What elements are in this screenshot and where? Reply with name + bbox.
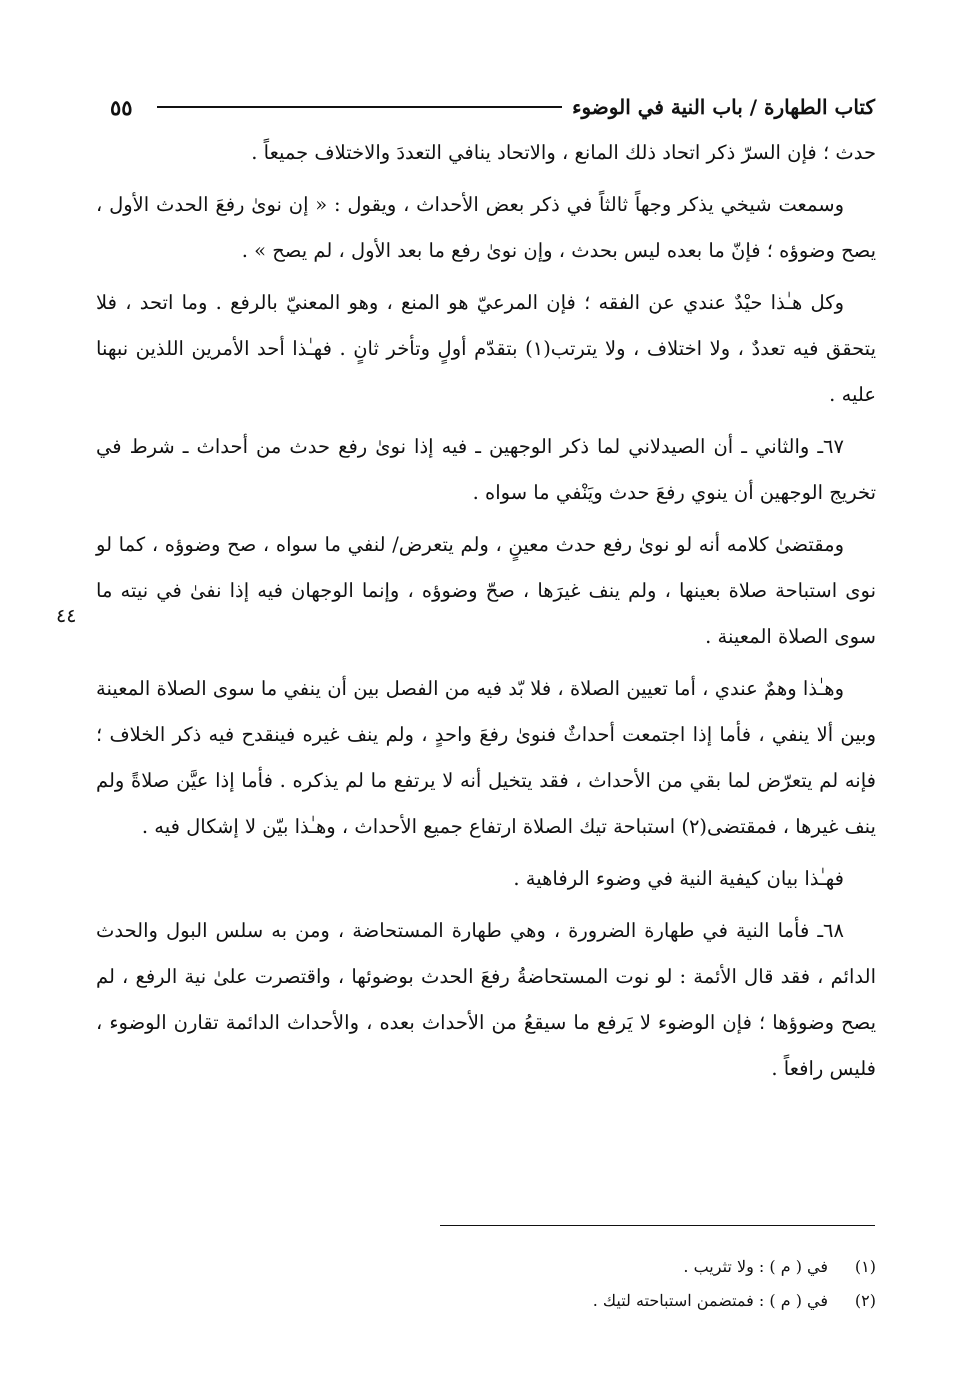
main-text bbox=[96, 130, 876, 1098]
footnote-text: في ( م ) : فمتضمن استباحته لتيك . bbox=[592, 1291, 828, 1310]
paragraph: ٦٧ـ والثاني ـ أن الصيدلاني لما ذكر الوجهين ـ فيه إذا نوىٰ رفع حدث من أحداث ـ شرط في تخريج الوجهين أن ينوي رفعَ حدث ويَنْفي ما سواه . bbox=[96, 435, 876, 504]
footnote-number: (١) bbox=[854, 1257, 876, 1276]
paragraph: فهـٰذا بيان كيفية النية في وضوء الرفاهية . bbox=[513, 867, 844, 890]
page-header bbox=[110, 90, 875, 124]
paragraph: ٦٨ـ فأما النية في طهارة الضرورة ، وهي طهارة المستحاضة ، ومن به سلس البول والحدث الدائم ، فقد قال الأئمة : لو نوت المستحاضةُ رفعَ الحدث بوضوئها ، واقتصرت علىٰ نية الرفع ، لم يصح وضوؤها ؛ فإن الوضوء لا يَرفع ما سيقعُ من الأحداث بعده ، والأحداث الدائمة تقارن الوضوء ، فليس رافعاً . bbox=[96, 919, 876, 1080]
paragraph: ومقتضىٰ كلامه أنه لو نوىٰ رفع حدث معينٍ ، ولم يتعرض/ لنفي ما سواه ، صح وضوؤه ، كما لو نوى استباحة صلاة بعينها ، ولم ينف غيرَها ، صحّ وضوؤه ، وإنما الوجهان فيه إذا نفىٰ في نيته ما سوى الصلاة المعينة . bbox=[96, 533, 876, 648]
footnotes bbox=[96, 1250, 876, 1318]
manuscript-folio-marker: ٤٤ bbox=[56, 605, 77, 627]
footnote-number: (٢) bbox=[854, 1291, 876, 1310]
running-title: كتاب الطهارة / باب النية في الوضوء bbox=[572, 95, 875, 119]
paragraph: وكل هـٰذا حيْدٌ عندي عن الفقه ؛ فإن المرعيّ هو المنع ، وهو المعنيّ بالرفع . وما اتحد ، فلا يتحقق فيه تعددٌ ، ولا اختلاف ، ولا يترتب(١) بتقدّم أولٍ وتأخر ثانٍ . فهـٰذا أحد الأمرين اللذين نبهنا عليه . bbox=[96, 291, 876, 406]
footnote bbox=[96, 1284, 876, 1318]
paragraph: حدث ؛ فإن السرّ ذكر اتحاد ذلك المانع ، والاتحاد ينافي التعددَ والاختلاف جميعاً . bbox=[251, 141, 876, 164]
footnote bbox=[96, 1250, 876, 1284]
paragraph: وهـٰذا وهمٌ عندي ، أما تعيين الصلاة ، فلا بّد فيه من الفصل بين أن ينفي ما سوى الصلاة المعينة وبين ألا ينفي ، فأما إذا اجتمعت أحداثٌ فنوىٰ رفعَ واحدٍ ، ولم ينف غيره فينقدح فيه ذكر الخلاف ؛ فإنه لم يتعرّض لما بقي من الأحداث ، فقد يتخيل أنه لا يرتفع ما لم يذكره . فأما إذا عيَّن صلاةً ولم ينف غيرها ، فمقتضى(٢) استباحة تيك الصلاة ارتفاع جميع الأحداث ، وهـٰذا بيّن لا إشكال فيه . bbox=[96, 677, 876, 838]
header-rule bbox=[157, 106, 563, 108]
paragraph: وسمعت شيخي يذكر وجهاً ثالثاً في ذكر بعض الأحداث ، ويقول : « إن نوىٰ رفعَ الحدث الأول ، يصح وضوؤه ؛ فإنّ ما بعده ليس بحدث ، وإن نوىٰ رفع ما بعد الأول ، لم يصح » . bbox=[96, 193, 876, 262]
page-number: ٥٥ bbox=[110, 94, 133, 120]
footnote-text: في ( م ) : ولا تثريب . bbox=[683, 1257, 828, 1276]
footnote-rule bbox=[440, 1225, 875, 1226]
